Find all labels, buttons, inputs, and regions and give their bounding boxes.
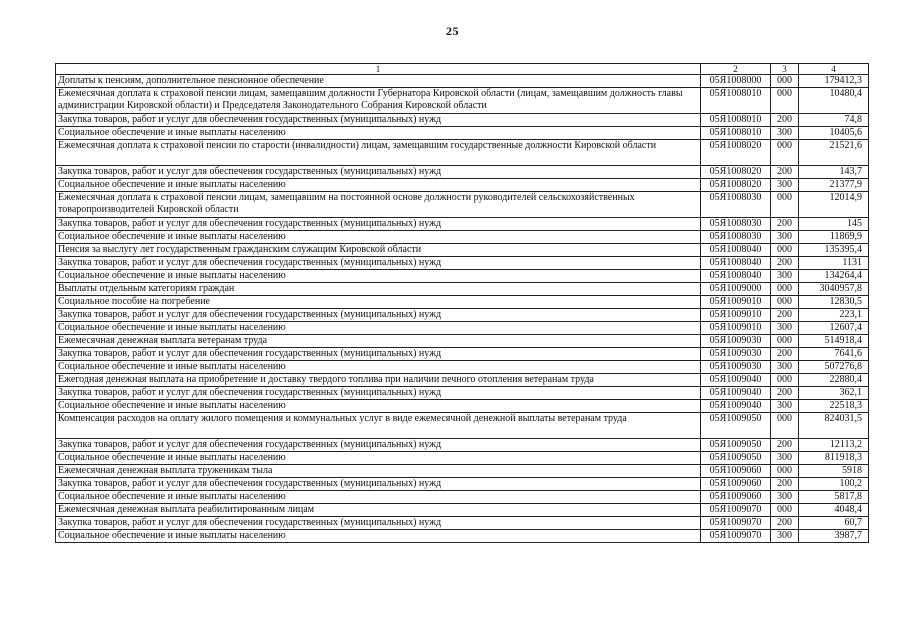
column-number-row (56, 64, 869, 75)
row-code-cell: 05Я1008020 (701, 179, 771, 192)
row-code-cell: 05Я1009040 (701, 387, 771, 400)
row-code-cell: 05Я1008040 (701, 257, 771, 270)
row-type-cell: 300 (771, 491, 799, 504)
table-row (56, 166, 869, 179)
row-name-cell: Социальное пособие на погребение (56, 296, 701, 309)
page-number: 25 (446, 24, 459, 38)
table-row (56, 335, 869, 348)
row-code-cell: 05Я1009070 (701, 530, 771, 543)
table-row (56, 465, 869, 478)
row-type-cell: 000 (771, 88, 799, 114)
row-sum-cell: 12830,5 (799, 296, 869, 309)
table-row (56, 491, 869, 504)
row-sum-cell: 5817,8 (799, 491, 869, 504)
table-row (56, 244, 869, 257)
row-name-cell: Закупка товаров, работ и услуг для обеспечения государственных (муниципальных) нужд (56, 478, 701, 491)
table-row (56, 322, 869, 335)
row-code-cell: 05Я1009060 (701, 478, 771, 491)
row-sum-cell: 12014,9 (799, 192, 869, 218)
row-type-cell: 200 (771, 517, 799, 530)
row-code-cell: 05Я1008020 (701, 140, 771, 166)
table-row (56, 361, 869, 374)
table-row (56, 504, 869, 517)
table-row (56, 257, 869, 270)
table-row (56, 127, 869, 140)
row-code-cell: 05Я1009010 (701, 322, 771, 335)
row-type-cell: 000 (771, 296, 799, 309)
row-code-cell: 05Я1008020 (701, 166, 771, 179)
table-row (56, 192, 869, 218)
row-sum-cell: 824031,5 (799, 413, 869, 439)
row-name-cell: Ежемесячная доплата к страховой пенсии лицам, замещавшим на постоянной основе должности руководителей сельскохозяйственных товаропроизводителей Кировской области (56, 192, 701, 218)
row-name-cell: Ежемесячная доплата к страховой пенсии лицам, замещавшим должности Губернатора Кировской области (лицам, замещавшим должность главы администрации Кировской области) и Председателя Законодательного Собрания Кировской области (56, 88, 701, 114)
row-type-cell: 000 (771, 504, 799, 517)
row-code-cell: 05Я1008010 (701, 88, 771, 114)
table-row (56, 400, 869, 413)
row-code-cell: 05Я1009060 (701, 465, 771, 478)
row-name-cell: Пенсия за выслугу лет государственным гражданским служащим Кировской области (56, 244, 701, 257)
table-row (56, 452, 869, 465)
row-type-cell: 000 (771, 335, 799, 348)
row-code-cell: 05Я1009030 (701, 335, 771, 348)
row-name-cell: Доплаты к пенсиям, дополнительное пенсионное обеспечение (56, 75, 701, 88)
row-code-cell: 05Я1009050 (701, 413, 771, 439)
row-type-cell: 200 (771, 257, 799, 270)
column-header-code: 2 (701, 64, 771, 75)
table-row (56, 517, 869, 530)
row-code-cell: 05Я1009010 (701, 296, 771, 309)
row-sum-cell: 60,7 (799, 517, 869, 530)
row-name-cell: Социальное обеспечение и иные выплаты населению (56, 400, 701, 413)
row-sum-cell: 21521,6 (799, 140, 869, 166)
row-type-cell: 300 (771, 361, 799, 374)
row-sum-cell: 10405,6 (799, 127, 869, 140)
row-code-cell: 05Я1008000 (701, 75, 771, 88)
row-sum-cell: 143,7 (799, 166, 869, 179)
column-header-type: 3 (771, 64, 799, 75)
row-type-cell: 200 (771, 387, 799, 400)
row-code-cell: 05Я1009060 (701, 491, 771, 504)
row-sum-cell: 7641,6 (799, 348, 869, 361)
row-name-cell: Закупка товаров, работ и услуг для обеспечения государственных (муниципальных) нужд (56, 517, 701, 530)
row-type-cell: 300 (771, 530, 799, 543)
row-code-cell: 05Я1008040 (701, 270, 771, 283)
table-row (56, 478, 869, 491)
row-type-cell: 300 (771, 270, 799, 283)
row-code-cell: 05Я1009030 (701, 361, 771, 374)
row-name-cell: Социальное обеспечение и иные выплаты населению (56, 491, 701, 504)
row-sum-cell: 22518,3 (799, 400, 869, 413)
row-type-cell: 200 (771, 218, 799, 231)
row-code-cell: 05Я1008040 (701, 244, 771, 257)
column-header-name: 1 (56, 64, 701, 75)
row-type-cell: 300 (771, 231, 799, 244)
row-type-cell: 200 (771, 348, 799, 361)
row-type-cell: 200 (771, 309, 799, 322)
row-type-cell: 000 (771, 374, 799, 387)
row-sum-cell: 179412,3 (799, 75, 869, 88)
row-code-cell: 05Я1008030 (701, 218, 771, 231)
row-type-cell: 000 (771, 244, 799, 257)
row-type-cell: 200 (771, 478, 799, 491)
table-row (56, 374, 869, 387)
row-type-cell: 000 (771, 283, 799, 296)
row-sum-cell: 11869,9 (799, 231, 869, 244)
row-sum-cell: 135395,4 (799, 244, 869, 257)
row-name-cell: Закупка товаров, работ и услуг для обеспечения государственных (муниципальных) нужд (56, 439, 701, 452)
row-sum-cell: 507276,8 (799, 361, 869, 374)
row-name-cell: Социальное обеспечение и иные выплаты населению (56, 270, 701, 283)
row-sum-cell: 514918,4 (799, 335, 869, 348)
row-name-cell: Социальное обеспечение и иные выплаты населению (56, 179, 701, 192)
row-sum-cell: 3987,7 (799, 530, 869, 543)
row-sum-cell: 12607,4 (799, 322, 869, 335)
row-sum-cell: 3040957,8 (799, 283, 869, 296)
row-name-cell: Закупка товаров, работ и услуг для обеспечения государственных (муниципальных) нужд (56, 348, 701, 361)
row-code-cell: 05Я1009070 (701, 517, 771, 530)
row-type-cell: 000 (771, 413, 799, 439)
row-code-cell: 05Я1008030 (701, 231, 771, 244)
row-name-cell: Ежемесячная денежная выплата ветеранам труда (56, 335, 701, 348)
row-sum-cell: 4048,4 (799, 504, 869, 517)
row-code-cell: 05Я1009010 (701, 309, 771, 322)
row-sum-cell: 811918,3 (799, 452, 869, 465)
table-row (56, 231, 869, 244)
row-sum-cell: 134264,4 (799, 270, 869, 283)
row-name-cell: Социальное обеспечение и иные выплаты населению (56, 127, 701, 140)
row-name-cell: Ежегодная денежная выплата на приобретение и доставку твердого топлива при наличии печного отопления ветеранам труда (56, 374, 701, 387)
row-name-cell: Социальное обеспечение и иные выплаты населению (56, 452, 701, 465)
row-name-cell: Социальное обеспечение и иные выплаты населению (56, 361, 701, 374)
row-sum-cell: 145 (799, 218, 869, 231)
row-type-cell: 000 (771, 465, 799, 478)
row-code-cell: 05Я1009040 (701, 374, 771, 387)
table-row (56, 270, 869, 283)
row-type-cell: 200 (771, 166, 799, 179)
row-name-cell: Закупка товаров, работ и услуг для обеспечения государственных (муниципальных) нужд (56, 114, 701, 127)
row-name-cell: Компенсация расходов на оплату жилого помещения и коммунальных услуг в виде ежемесячной денежной выплаты ветеранам труда (56, 413, 701, 439)
row-name-cell: Закупка товаров, работ и услуг для обеспечения государственных (муниципальных) нужд (56, 218, 701, 231)
budget-table-body (56, 64, 869, 543)
table-row (56, 283, 869, 296)
row-name-cell: Ежемесячная доплата к страховой пенсии по старости (инвалидности) лицам, замещавшим государственные должности Кировской области (56, 140, 701, 166)
table-row (56, 309, 869, 322)
row-code-cell: 05Я1009000 (701, 283, 771, 296)
row-type-cell: 000 (771, 192, 799, 218)
row-code-cell: 05Я1008010 (701, 114, 771, 127)
row-code-cell: 05Я1009040 (701, 400, 771, 413)
row-type-cell: 200 (771, 439, 799, 452)
row-code-cell: 05Я1008030 (701, 192, 771, 218)
row-sum-cell: 362,1 (799, 387, 869, 400)
table-row (56, 88, 869, 114)
table-row (56, 179, 869, 192)
row-name-cell: Закупка товаров, работ и услуг для обеспечения государственных (муниципальных) нужд (56, 257, 701, 270)
row-code-cell: 05Я1009030 (701, 348, 771, 361)
row-sum-cell: 12113,2 (799, 439, 869, 452)
row-type-cell: 200 (771, 114, 799, 127)
column-header-sum: 4 (799, 64, 869, 75)
table-row (56, 75, 869, 88)
row-name-cell: Закупка товаров, работ и услуг для обеспечения государственных (муниципальных) нужд (56, 387, 701, 400)
row-code-cell: 05Я1009070 (701, 504, 771, 517)
table-row (56, 296, 869, 309)
row-type-cell: 300 (771, 452, 799, 465)
row-code-cell: 05Я1008010 (701, 127, 771, 140)
row-name-cell: Закупка товаров, работ и услуг для обеспечения государственных (муниципальных) нужд (56, 309, 701, 322)
row-type-cell: 300 (771, 179, 799, 192)
row-name-cell: Закупка товаров, работ и услуг для обеспечения государственных (муниципальных) нужд (56, 166, 701, 179)
table-row (56, 413, 869, 439)
table-row (56, 387, 869, 400)
table-row (56, 218, 869, 231)
table-row (56, 348, 869, 361)
row-type-cell: 300 (771, 127, 799, 140)
row-name-cell: Ежемесячная денежная выплата труженикам тыла (56, 465, 701, 478)
row-name-cell: Социальное обеспечение и иные выплаты населению (56, 322, 701, 335)
row-sum-cell: 74,8 (799, 114, 869, 127)
row-name-cell: Социальное обеспечение и иные выплаты населению (56, 530, 701, 543)
table-row (56, 114, 869, 127)
budget-table (55, 63, 869, 543)
row-sum-cell: 10480,4 (799, 88, 869, 114)
row-sum-cell: 22880,4 (799, 374, 869, 387)
row-code-cell: 05Я1009050 (701, 452, 771, 465)
table-row (56, 530, 869, 543)
row-type-cell: 300 (771, 400, 799, 413)
row-sum-cell: 1131 (799, 257, 869, 270)
row-name-cell: Ежемесячная денежная выплата реабилитированным лицам (56, 504, 701, 517)
row-type-cell: 300 (771, 322, 799, 335)
row-name-cell: Выплаты отдельным категориям граждан (56, 283, 701, 296)
table-row (56, 140, 869, 166)
row-code-cell: 05Я1009050 (701, 439, 771, 452)
row-sum-cell: 21377,9 (799, 179, 869, 192)
row-sum-cell: 223,1 (799, 309, 869, 322)
row-type-cell: 000 (771, 75, 799, 88)
row-sum-cell: 5918 (799, 465, 869, 478)
row-sum-cell: 100,2 (799, 478, 869, 491)
row-name-cell: Социальное обеспечение и иные выплаты населению (56, 231, 701, 244)
row-type-cell: 000 (771, 140, 799, 166)
table-row (56, 439, 869, 452)
